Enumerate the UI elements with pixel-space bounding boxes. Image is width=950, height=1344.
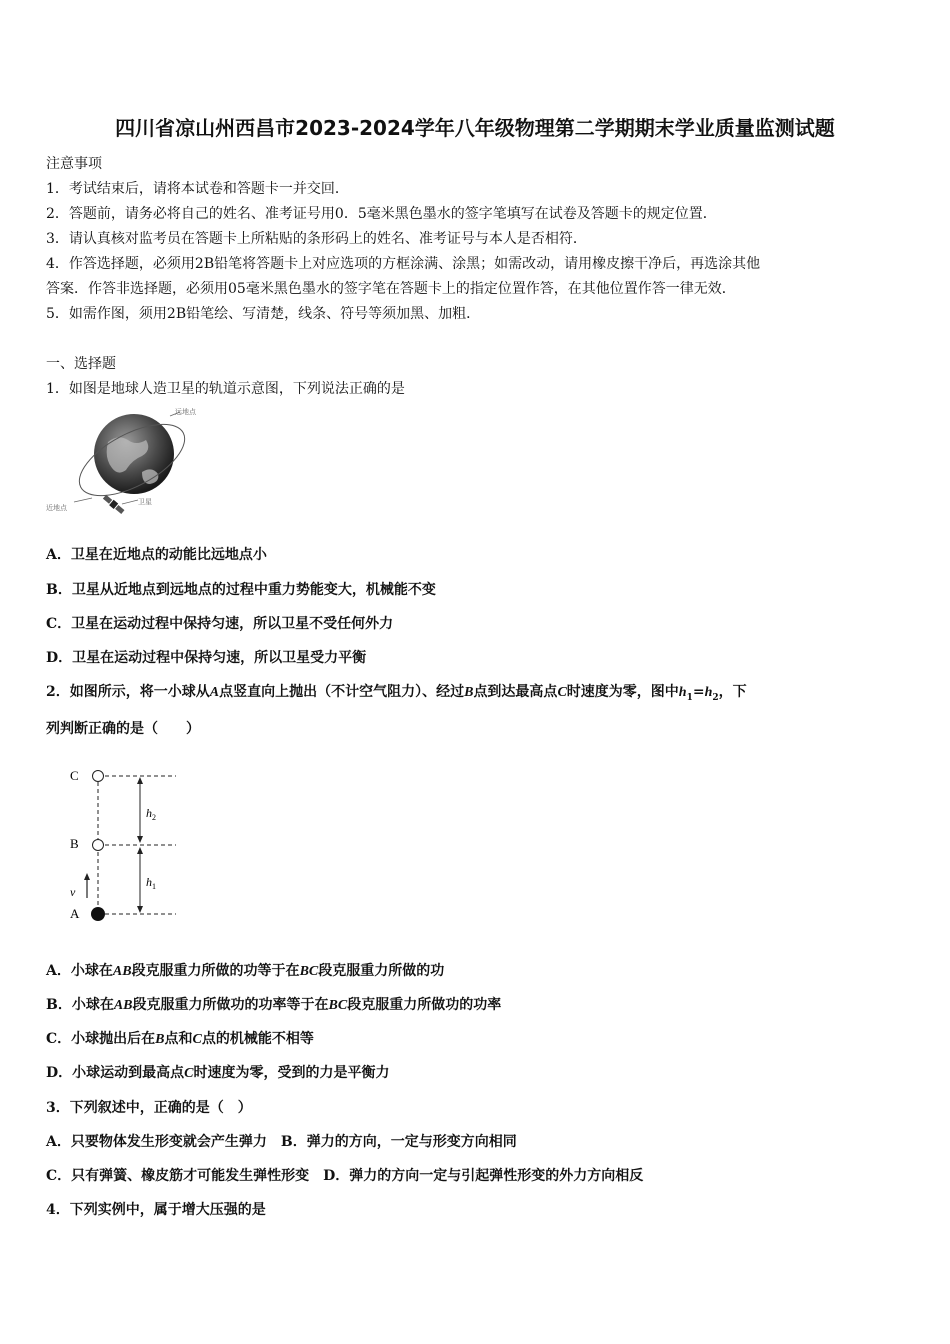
notice-item-5: 5．如需作图，须用2B铅笔绘、写清楚，线条、符号等须加黑、加粗． xyxy=(46,306,481,322)
q1-option-a: A．卫星在近地点的动能比远地点小 xyxy=(46,547,267,563)
notice-item-4: 4．作答选择题，必须用2B铅笔将答题卡上对应选项的方框涂满、涂黑；如需改动，请用橡皮擦干净后，再选涂其他 xyxy=(46,256,761,272)
h1-label: $h_1$ xyxy=(146,875,156,891)
q2-option-b: B．小球在AB段克服重力所做功的功率等于在BC段克服重力所做功的功率 xyxy=(46,997,502,1013)
satellite-icon xyxy=(102,494,125,515)
q3-options-row-1: A．只要物体发生形变就会产生弹力 B．弹力的方向，一定与形变方向相同 xyxy=(46,1134,517,1150)
q2-option-d: D．小球运动到最高点C时速度为零，受到的力是平衡力 xyxy=(46,1065,390,1081)
q1-option-b: B．卫星从近地点到远地点的过程中重力势能变大，机械能不变 xyxy=(46,582,436,598)
ball-throw-figure xyxy=(64,762,184,928)
q3-stem: 3．下列叙述中，正确的是（ ） xyxy=(46,1100,252,1116)
notice-heading: 注意事项 xyxy=(46,156,102,172)
q2-stem-cont: 列判断正确的是（ ） xyxy=(46,721,200,737)
ball-at-b xyxy=(93,840,104,851)
notice-item-3: 3．请认真核对监考员在答题卡上所粘贴的条形码上的姓名、准考证号与本人是否相符． xyxy=(46,231,587,247)
notice-item-4-cont: 答案．作答非选择题，必须用05毫米黑色墨水的签字笔在答题卡上的指定位置作答，在其他位置作答一律无效． xyxy=(46,281,736,297)
ball-at-c xyxy=(93,771,104,782)
q2-option-c: C．小球抛出后在B点和C点的机械能不相等 xyxy=(46,1031,314,1047)
earth-icon xyxy=(94,414,174,494)
velocity-arrow-head xyxy=(84,873,90,880)
velocity-label: v xyxy=(70,885,76,899)
h2-label: $h_2$ xyxy=(146,806,156,822)
satellite-orbit-figure xyxy=(42,402,212,524)
q3-options-row-2: C．只有弹簧、橡皮筋才可能发生弹性形变 D．弹力的方向一定与引起弹性形变的外力方向相反 xyxy=(46,1168,644,1184)
q1-stem: 1．如图是地球人造卫星的轨道示意图，下列说法正确的是 xyxy=(46,381,405,397)
point-b-label: B xyxy=(70,836,79,851)
section-heading-choice: 一、选择题 xyxy=(46,356,116,372)
q4-stem: 4．下列实例中，属于增大压强的是 xyxy=(46,1202,266,1218)
q1-option-c: C．卫星在运动过程中保持匀速，所以卫星不受任何外力 xyxy=(46,616,394,632)
notice-item-2: 2．答题前，请务必将自己的姓名、准考证号用0．5毫米黑色墨水的签字笔填写在试卷及答题卡的规定位置． xyxy=(46,206,717,222)
near-point-label: 近地点 xyxy=(46,504,67,512)
exam-title: 四川省凉山州西昌市2023-2024学年八年级物理第二学期期末学业质量监测试题 xyxy=(115,116,835,140)
far-point-label: 远地点 xyxy=(175,408,196,416)
notice-item-1: 1．考试结束后，请将本试卷和答题卡一并交回． xyxy=(46,181,349,197)
satellite-label: 卫星 xyxy=(138,498,152,506)
q2-option-a: A．小球在AB段克服重力所做的功等于在BC段克服重力所做的功 xyxy=(46,963,445,979)
point-a-label: A xyxy=(70,906,80,921)
point-c-label: C xyxy=(70,768,79,783)
ball-at-a xyxy=(91,907,105,921)
q2-stem: 2．如图所示，将一小球从A点竖直向上抛出（不计空气阻力）、经过B点到达最高点C时速度为零，图中$h_1=h_2$，下 xyxy=(46,684,747,703)
q1-option-d: D．卫星在运动过程中保持匀速，所以卫星受力平衡 xyxy=(46,650,367,666)
